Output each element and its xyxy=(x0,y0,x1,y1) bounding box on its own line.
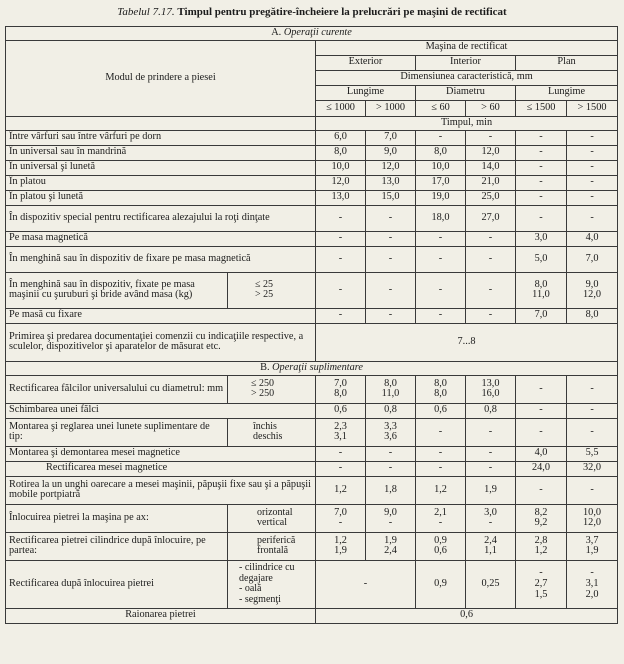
cell-stack xyxy=(516,504,567,532)
cell-stack xyxy=(466,375,516,403)
table-row xyxy=(6,246,618,272)
header-dimension: Dimensiunea caracteristică, mm xyxy=(316,70,618,85)
cell: 2,4 xyxy=(384,545,397,557)
cell: - xyxy=(366,231,416,246)
cell: - xyxy=(567,175,618,190)
cell: - xyxy=(316,560,416,608)
cell: 7,0 xyxy=(334,506,347,518)
row-sublabels xyxy=(228,560,316,608)
cell: 7,0 xyxy=(334,377,347,389)
cell-stack xyxy=(316,375,366,403)
cell-stack xyxy=(516,560,567,608)
cell: 9,0 xyxy=(585,278,599,290)
cell: 9,2 xyxy=(534,517,548,529)
cell: 19,0 xyxy=(416,190,466,205)
header-lungime-ext: Lungime xyxy=(316,85,416,100)
row-label: Rectificarea fălcilor universalului cu diametrul: mm xyxy=(6,375,228,403)
header-row-1 xyxy=(6,40,618,55)
cell: - xyxy=(416,308,466,323)
row-label: În universal sau în mandrină xyxy=(6,145,316,160)
cell: 5,5 xyxy=(567,446,618,461)
cell: - xyxy=(567,403,618,418)
table-row xyxy=(6,532,618,560)
cell: 12,0 xyxy=(316,175,366,190)
row-sublabels xyxy=(228,375,316,403)
header-blank xyxy=(6,116,316,130)
cell: 7,0 xyxy=(567,246,618,272)
cell: 1,9 xyxy=(384,534,397,546)
cell: - xyxy=(438,517,443,529)
cell-stack xyxy=(366,375,416,403)
cell: 13,0 xyxy=(366,175,416,190)
sublabel: ≤ 250 xyxy=(251,377,274,389)
cell: - xyxy=(516,175,567,190)
header-plan: Plan xyxy=(516,55,618,70)
header-lungime-plan: Lungime xyxy=(516,85,618,100)
cell: - xyxy=(567,375,618,403)
cell: - xyxy=(567,130,618,145)
table-row xyxy=(6,175,618,190)
header-c1: ≤ 1000 xyxy=(316,100,366,116)
row-sublabels xyxy=(228,272,316,308)
cell: 12,0 xyxy=(583,289,602,301)
sublabel: deschis xyxy=(253,431,283,443)
cell: 8,0 xyxy=(316,145,366,160)
row-label: Montarea şi reglarea unei lunete suplimentare de tip: xyxy=(6,418,228,446)
table-row-documentation xyxy=(6,323,618,361)
cell: 2,3 xyxy=(334,420,347,432)
row-sublabels xyxy=(228,504,316,532)
header-c2: > 1000 xyxy=(366,100,416,116)
cell-stack xyxy=(567,272,618,308)
section-b-row xyxy=(6,361,618,375)
cell: 18,0 xyxy=(416,205,466,231)
cell: 0,9 xyxy=(416,560,466,608)
cell: - xyxy=(466,446,516,461)
sublabel: periferică xyxy=(257,534,296,546)
cell-stack xyxy=(516,272,567,308)
row-label: Rotirea la un unghi oarecare a mesei maşinii, păpuşii fixe sau şi a păpuşii mobile portpiatră xyxy=(6,476,316,504)
cell: 27,0 xyxy=(466,205,516,231)
cell: - xyxy=(316,461,366,476)
table-row xyxy=(6,145,618,160)
cell: 0,8 xyxy=(366,403,416,418)
cell: 8,0 xyxy=(334,388,347,400)
cell: - xyxy=(316,308,366,323)
cell: - xyxy=(316,446,366,461)
cell: 1,2 xyxy=(416,476,466,504)
cell: - xyxy=(366,246,416,272)
cell: 8,0 xyxy=(434,388,447,400)
cell: 9,0 xyxy=(366,145,416,160)
cell: - xyxy=(466,308,516,323)
cell: - xyxy=(567,190,618,205)
cell: 24,0 xyxy=(516,461,567,476)
cell: 0,6 xyxy=(316,403,366,418)
cell: 32,0 xyxy=(567,461,618,476)
cell: 11,0 xyxy=(381,388,400,400)
cell: - xyxy=(516,375,567,403)
table-row xyxy=(6,231,618,246)
cell: 1,1 xyxy=(484,545,497,557)
cell: 21,0 xyxy=(466,175,516,190)
row-label: Schimbarea unei fălci xyxy=(6,403,316,418)
cell: 7...8 xyxy=(316,323,618,361)
cell-stack xyxy=(567,532,618,560)
cell: 12,0 xyxy=(366,160,416,175)
cell-stack xyxy=(316,504,366,532)
header-exterior: Exterior xyxy=(316,55,416,70)
cell: 8,0 xyxy=(434,377,447,389)
row-label: Pe masă cu fixare xyxy=(6,308,316,323)
cell: 2,0 xyxy=(585,588,599,600)
cell: - xyxy=(516,130,567,145)
cell: - xyxy=(416,272,466,308)
cell: 3,7 xyxy=(585,534,599,546)
cell: 0,8 xyxy=(466,403,516,418)
row-label: Primirea şi predarea documentaţiei comenzii cu indicaţiile respective, a sculelor, dispozitivelor şi aparatelor de măsurat etc. xyxy=(6,323,316,361)
row-label: Rectificarea după înlocuirea pietrei xyxy=(6,560,228,608)
row-label: În menghină sau în dispozitiv de fixare pe masa magnetică xyxy=(6,246,316,272)
cell: - xyxy=(416,246,466,272)
table-row xyxy=(6,130,618,145)
row-label: În platou xyxy=(6,175,316,190)
sublabel: > 25 xyxy=(255,289,274,301)
cell: - xyxy=(516,403,567,418)
row-sublabels xyxy=(228,418,316,446)
cell: - xyxy=(466,272,516,308)
cell: 2,4 xyxy=(484,534,497,546)
table-row xyxy=(6,205,618,231)
row-label: Rectificarea pietrei cilindrice după înlocuire, pe partea: xyxy=(6,532,228,560)
cell-stack xyxy=(366,504,416,532)
cell-stack xyxy=(416,532,466,560)
table-row xyxy=(6,608,618,623)
header-method: Modul de prindere a piesei xyxy=(6,40,316,116)
cell: 10,0 xyxy=(416,160,466,175)
cell: 13,0 xyxy=(316,190,366,205)
table-row xyxy=(6,375,618,403)
table-title: Timpul pentru pregătire-încheiere la prelucrări pe maşini de rectificat xyxy=(177,6,507,18)
table-row xyxy=(6,504,618,532)
cell: 7,0 xyxy=(366,130,416,145)
cell: 3,0 xyxy=(484,506,497,518)
row-label: Înlocuirea pietrei la maşina pe ax: xyxy=(6,504,228,532)
cell: 15,0 xyxy=(366,190,416,205)
cell: 3,3 xyxy=(384,420,397,432)
table-row xyxy=(6,160,618,175)
sublabel: - cilindrice cu degajare xyxy=(239,562,295,584)
cell: 3,6 xyxy=(384,431,397,443)
row-label: În dispozitiv special pentru rectificarea alezajului la roţi dinţate xyxy=(6,205,316,231)
cell-stack xyxy=(316,418,366,446)
cell: 0,6 xyxy=(434,545,447,557)
table-row xyxy=(6,418,618,446)
sublabel: frontală xyxy=(257,545,289,557)
cell: 12,0 xyxy=(466,145,516,160)
cell: 12,0 xyxy=(583,517,602,529)
cell: - xyxy=(590,567,594,579)
cell: - xyxy=(567,145,618,160)
sublabel: - segmenţi xyxy=(239,593,281,605)
cell-stack xyxy=(516,532,567,560)
cell: - xyxy=(366,272,416,308)
sublabel: ≤ 25 xyxy=(255,278,273,290)
cell: 1,9 xyxy=(585,545,599,557)
cell-stack xyxy=(416,504,466,532)
table-row xyxy=(6,476,618,504)
cell: 1,2 xyxy=(334,534,347,546)
cell-stack xyxy=(416,375,466,403)
cell: - xyxy=(516,418,567,446)
cell: - xyxy=(466,231,516,246)
section-a-row xyxy=(6,27,618,41)
cell: 16,0 xyxy=(481,388,500,400)
cell: - xyxy=(567,418,618,446)
section-letter: B. xyxy=(260,361,270,373)
row-label: În platou şi lunetă xyxy=(6,190,316,205)
table-caption xyxy=(0,6,624,18)
cell: 2,8 xyxy=(534,534,548,546)
table-row xyxy=(6,190,618,205)
cell: - xyxy=(567,160,618,175)
cell: 14,0 xyxy=(466,160,516,175)
cell: - xyxy=(567,205,618,231)
header-c5: ≤ 1500 xyxy=(516,100,567,116)
cell: 1,2 xyxy=(316,476,366,504)
table-row xyxy=(6,403,618,418)
table-number: Tabelul 7.17. xyxy=(117,6,175,18)
header-c3: ≤ 60 xyxy=(416,100,466,116)
table-row-mass xyxy=(6,272,618,308)
cell: 3,1 xyxy=(585,577,599,589)
sublabel: închis xyxy=(253,420,277,432)
cell-stack xyxy=(366,532,416,560)
cell: - xyxy=(416,461,466,476)
cell: 10,0 xyxy=(583,506,602,518)
cell: 8,0 xyxy=(416,145,466,160)
cell: 8,0 xyxy=(384,377,397,389)
cell: - xyxy=(338,517,343,529)
cell: 3,1 xyxy=(334,431,347,443)
row-label: Raionarea pietrei xyxy=(6,608,316,623)
cell-stack xyxy=(466,532,516,560)
row-label: Între vârfuri sau între vârfuri pe dorn xyxy=(6,130,316,145)
cell: 7,0 xyxy=(516,308,567,323)
sublabel: > 250 xyxy=(251,388,275,400)
header-machine: Maşina de rectificat xyxy=(316,40,618,55)
cell: 2,7 xyxy=(534,577,548,589)
cell: 17,0 xyxy=(416,175,466,190)
section-a-heading xyxy=(6,27,618,41)
cell: 4,0 xyxy=(567,231,618,246)
cell: 0,25 xyxy=(466,560,516,608)
cell: 11,0 xyxy=(532,289,550,301)
preparation-time-table xyxy=(5,26,618,624)
table-row xyxy=(6,560,618,608)
row-label: Pe masa magnetică xyxy=(6,231,316,246)
cell: - xyxy=(316,272,366,308)
cell: 1,9 xyxy=(334,545,347,557)
cell: 0,9 xyxy=(434,534,447,546)
cell: - xyxy=(388,517,393,529)
table-row xyxy=(6,308,618,323)
row-label: Montarea şi demontarea mesei magnetice xyxy=(6,446,316,461)
cell: 8,0 xyxy=(534,278,548,290)
cell: 0,6 xyxy=(316,608,618,623)
cell: 8,0 xyxy=(567,308,618,323)
cell: 9,0 xyxy=(384,506,397,518)
cell-stack xyxy=(316,532,366,560)
cell: - xyxy=(316,246,366,272)
cell: - xyxy=(516,145,567,160)
cell: 5,0 xyxy=(516,246,567,272)
sublabel: - oală xyxy=(239,583,262,595)
cell: 8,2 xyxy=(534,506,548,518)
cell-stack xyxy=(567,504,618,532)
cell: 13,0 xyxy=(481,377,500,389)
row-label: În universal şi lunetă xyxy=(6,160,316,175)
cell: - xyxy=(516,476,567,504)
header-c6: > 1500 xyxy=(567,100,618,116)
cell: - xyxy=(366,461,416,476)
cell: 3,0 xyxy=(516,231,567,246)
header-diametru: Diametru xyxy=(416,85,516,100)
sublabel: vertical xyxy=(257,517,287,529)
cell: - xyxy=(366,446,416,461)
header-c4: > 60 xyxy=(466,100,516,116)
cell: 6,0 xyxy=(316,130,366,145)
cell: 1,8 xyxy=(366,476,416,504)
cell: - xyxy=(316,231,366,246)
sublabel: orizontal xyxy=(257,506,293,518)
cell: - xyxy=(516,190,567,205)
header-time: Timpul, min xyxy=(316,116,618,130)
cell: - xyxy=(539,567,543,579)
cell: - xyxy=(466,246,516,272)
cell: - xyxy=(416,418,466,446)
cell-stack xyxy=(466,504,516,532)
cell: 25,0 xyxy=(466,190,516,205)
header-row-6 xyxy=(6,116,618,130)
cell: - xyxy=(416,446,466,461)
cell: - xyxy=(466,418,516,446)
cell: - xyxy=(366,308,416,323)
cell: - xyxy=(516,205,567,231)
cell-stack xyxy=(567,560,618,608)
section-letter: A. xyxy=(271,27,282,38)
section-b-heading xyxy=(6,361,618,375)
row-label: În menghină sau în dispozitiv, fixate pe masa maşinii cu şuruburi şi bride având masa (kg) xyxy=(6,272,228,308)
cell: - xyxy=(366,205,416,231)
cell: 2,1 xyxy=(434,506,447,518)
cell: - xyxy=(516,160,567,175)
section-name: Operaţii curente xyxy=(283,27,352,38)
table-row xyxy=(6,461,618,476)
cell: 1,5 xyxy=(534,588,548,600)
table-row xyxy=(6,446,618,461)
cell: - xyxy=(416,130,466,145)
cell: - xyxy=(466,130,516,145)
cell: 0,6 xyxy=(416,403,466,418)
header-interior: Interior xyxy=(416,55,516,70)
cell: 1,2 xyxy=(534,545,548,557)
cell: 4,0 xyxy=(516,446,567,461)
cell: - xyxy=(416,231,466,246)
section-name: Operaţii suplimentare xyxy=(272,361,363,373)
row-sublabels xyxy=(228,532,316,560)
row-label: Rectificarea mesei magnetice xyxy=(6,461,316,476)
cell-stack xyxy=(366,418,416,446)
cell: 10,0 xyxy=(316,160,366,175)
cell: - xyxy=(316,205,366,231)
cell: 1,9 xyxy=(466,476,516,504)
cell: - xyxy=(466,461,516,476)
cell: - xyxy=(567,476,618,504)
cell: - xyxy=(488,517,493,529)
